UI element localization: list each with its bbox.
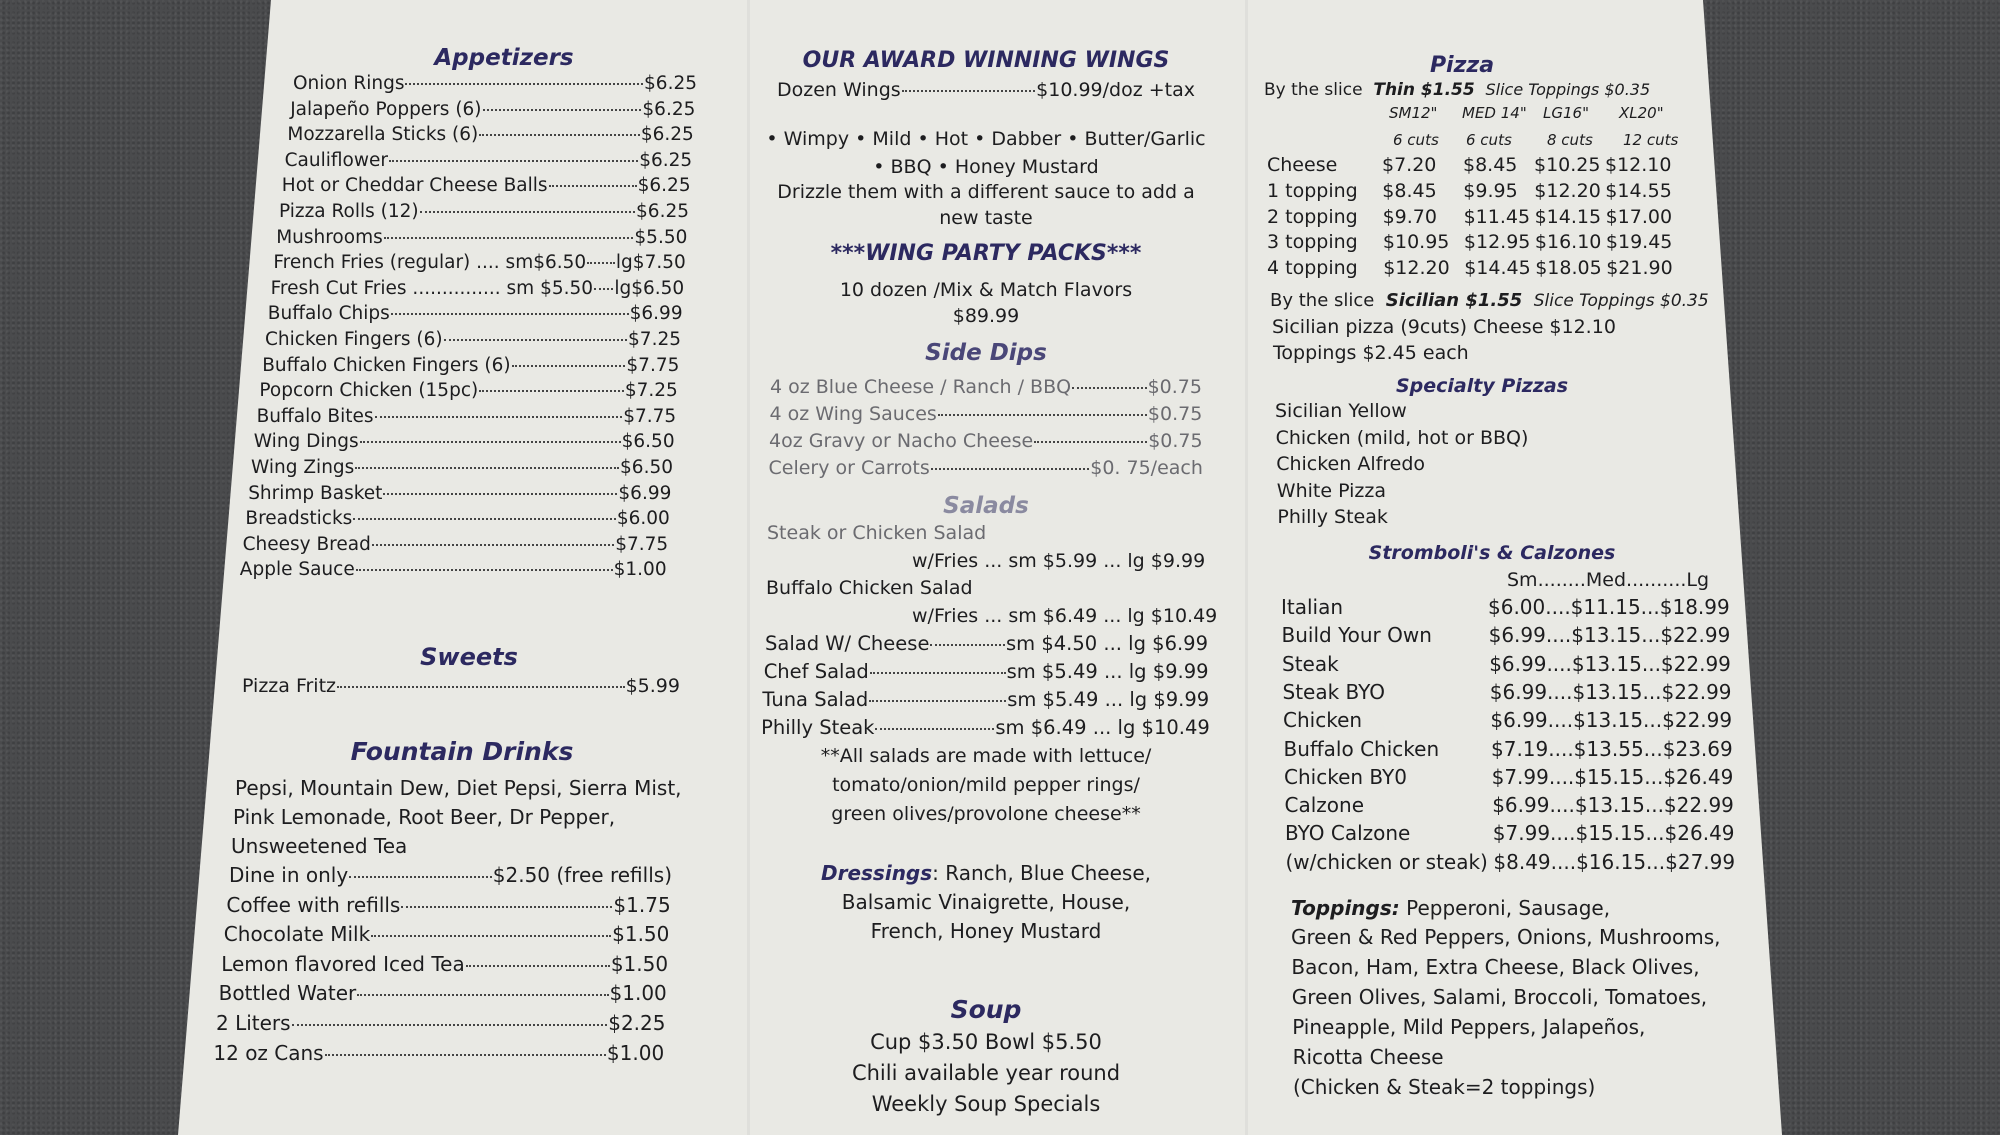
specialty-pizza: Chicken Alfredo [1276,453,1426,476]
item-price: $6.25 [636,201,689,222]
stromboli-name: Steak BYO [1282,679,1386,704]
leader-dots [405,83,643,85]
specialty-title: Specialty Pizzas [1395,375,1569,397]
leader-dots [391,313,629,315]
pizza-cuts-label: 8 cuts [1547,131,1593,149]
menu-item [769,457,1203,479]
toppings-line: Ricotta Cheese [1292,1045,1444,1069]
menu-item [216,1011,666,1035]
stromboli-prices: $6.99....$13.15...$22.99 [1488,623,1731,648]
toppings-line: Bacon, Ham, Extra Cheese, Black Olives, [1291,955,1700,979]
item-name: Popcorn Chicken (15pc) [259,380,479,402]
wings-title: OUR AWARD WINNING WINGS [802,48,1170,73]
wing-flavors: • BBQ • Honey Mustard [873,156,1099,178]
stromboli-prices: $6.99....$13.15...$22.99 [1490,708,1733,733]
leader-dots [292,1024,608,1026]
pizza-price: $14.15 [1534,205,1602,228]
menu-item [287,124,693,145]
salad-name: Steak or Chicken Salad [767,522,987,544]
item-price: lg$7.50 [615,252,686,274]
leader-dots [479,390,624,392]
sicilian-line: Sicilian pizza (9cuts) Cheese $12.10 [1272,316,1616,338]
fountain-text-line: Pepsi, Mountain Dew, Diet Pepsi, Sierra Mist, [235,776,682,800]
stromboli-name: BYO Calzone [1285,821,1411,846]
item-price: $7.25 [628,329,681,350]
dressings-line: Balsamic Vinaigrette, House, [841,890,1131,914]
leader-dots [389,160,638,162]
leader-dots [587,262,615,264]
thin-label: Thin $1.55 [1373,80,1475,100]
item-price: $1.50 [610,951,669,976]
menu-item [268,303,683,324]
item-name: Lemon flavored Iced Tea [221,951,465,976]
item-price: $0.75 [1148,430,1203,452]
pizza-size-label: SM12" [1389,104,1438,122]
fold-line-right [1245,0,1248,1135]
leader-dots [1034,441,1147,443]
stromboli-name: Buffalo Chicken [1283,736,1440,761]
dressings-line [736,861,1236,885]
item-name: 4oz Gravy or Nacho Cheese [769,430,1034,452]
leader-dots [483,109,642,111]
item-price: $10.99/doz +tax [1036,79,1195,101]
item-name: Salad W/ Cheese [765,632,930,655]
leader-dots [356,569,613,571]
toppings-text: Pepperoni, Sausage, [1399,896,1611,920]
stromboli-prices: $7.99....$15.15...$26.49 [1491,764,1734,789]
specialty-pizza: White Pizza [1276,479,1386,502]
menu-item [265,329,681,350]
item-price: $6.99 [629,303,683,325]
menu-item [271,278,685,299]
item-price: $1.00 [613,559,667,581]
item-name: 12 oz Cans [213,1040,324,1065]
leader-dots [325,1054,606,1056]
leader-dots [931,468,1089,470]
leader-dots [444,339,627,341]
salad-name: Buffalo Chicken Salad [766,577,973,599]
leader-dots [549,185,637,187]
item-price: $6.25 [644,73,697,94]
wing-flavors: new taste [939,207,1033,229]
item-name: Fresh Cut Fries ............... sm $5.50 [270,277,594,299]
sicilian-slice-line [1270,290,1709,311]
specialty-pizza: Philly Steak [1277,506,1388,529]
leader-dots [401,906,612,908]
menu-item [221,952,668,976]
wing-flavors: Drizzle them with a different sauce to add a [777,181,1195,203]
sicilian-toppings: Slice Toppings $0.35 [1533,291,1709,311]
item-name: Buffalo Chips [267,303,390,325]
item-price: $2.25 [608,1011,666,1035]
item-price: $7.75 [626,354,680,376]
pizza-size-label: MED 14" [1462,104,1527,122]
menu-item [276,227,687,248]
item-name: 4 oz Wing Sauces [769,403,937,425]
item-price: $6.25 [637,175,691,197]
stromboli-name: Calzone [1284,793,1364,818]
leader-dots [353,518,616,520]
leader-dots [1072,387,1147,389]
item-name: 2 Liters [216,1011,291,1035]
item-name: Cheesy Bread [242,533,371,555]
fountain-title: Fountain Drinks [350,737,574,766]
leader-dots [360,441,621,443]
pizza-cuts-label: 6 cuts [1466,131,1512,149]
toppings-line: Pineapple, Mild Peppers, Jalapeños, [1292,1015,1646,1039]
leader-dots [372,544,614,546]
dressings-label: Dressings [821,861,933,885]
pizza-row-name: Cheese [1267,154,1338,176]
item-name: Buffalo Bites [256,405,374,427]
item-name: Coffee with refills [226,892,401,917]
item-price: $6.25 [639,149,693,171]
leader-dots [930,644,1005,646]
soup-title: Soup [950,995,1022,1024]
item-name: Pizza Rolls (12) [279,201,419,222]
pizza-cuts-label: 6 cuts [1393,131,1439,149]
menu-item [777,79,1195,101]
leader-dots [349,876,492,878]
item-name: Chocolate Milk [223,922,371,947]
item-price: sm $6.49 ... lg $10.49 [995,716,1210,739]
pizza-row-name: 4 topping [1267,257,1358,280]
item-name: Hot or Cheddar Cheese Balls [281,175,548,197]
sweets-title: Sweets [420,643,518,671]
item-price: $1.50 [612,922,670,947]
menu-item [229,863,672,887]
item-name: Chicken Fingers (6) [265,329,443,350]
menu-item [257,406,677,427]
pizza-price: $12.10 [1605,154,1672,176]
slice-toppings: Slice Toppings $0.35 [1485,80,1651,99]
pizza-price: $12.20 [1383,257,1450,280]
stromboli-prices: $8.49....$16.15...$27.99 [1493,849,1736,874]
leader-dots [902,90,1036,92]
menu-item [213,1041,664,1065]
item-name: Chef Salad [763,660,869,683]
menu-item [242,675,680,697]
leader-dots [869,700,1006,702]
soup-line: Chili available year round [851,1061,1121,1085]
item-price: $0. 75/each [1090,457,1203,479]
leader-dots [466,965,610,967]
item-name: Tuna Salad [762,688,869,711]
item-price: $1.00 [606,1040,665,1065]
pizza-price: $7.20 [1382,154,1437,176]
menu-item [248,483,671,504]
menu-item [219,981,667,1005]
item-name: Cauliflower [284,149,388,171]
item-name: Shrimp Basket [248,482,383,504]
toppings-label: Toppings: [1291,896,1400,920]
menu-item [224,922,670,946]
leader-dots [420,211,635,213]
pizza-price: $14.45 [1464,257,1531,280]
stromboli-name: (w/chicken or steak) [1285,849,1488,874]
item-price: $7.75 [615,533,669,555]
dressings-line: French, Honey Mustard [870,919,1102,943]
leader-dots [375,416,623,418]
sicilian-label: Sicilian $1.55 [1385,290,1523,311]
item-name: Celery or Carrots [768,457,930,479]
pizza-price: $14.55 [1605,179,1672,202]
item-price: $5.99 [625,675,680,697]
item-price: $1.00 [609,981,667,1006]
pizza-price: $18.05 [1535,257,1602,280]
pizza-row-name: 3 topping [1267,231,1358,254]
item-price: $6.99 [618,482,672,504]
soup-line: Weekly Soup Specials [871,1092,1101,1116]
menu-item [769,430,1203,452]
item-name: Bottled Water [218,981,357,1006]
stromboli-prices: $7.99....$15.15...$26.49 [1492,821,1735,846]
menu-item [770,376,1202,398]
menu-item [243,534,669,555]
menu-item [240,559,667,580]
menu-item [254,431,675,452]
slice-line [1264,80,1650,100]
fountain-text-line: Pink Lemonade, Root Beer, Dr Pepper, [233,805,616,829]
pizza-cuts-label: 12 cuts [1623,131,1679,149]
stromboli-name: Chicken BY0 [1284,764,1407,789]
pizza-price: $16.10 [1534,231,1602,254]
party-pack-line: 10 dozen /Mix & Match Flavors [839,279,1133,301]
item-name: Mozzarella Sticks (6) [287,124,479,146]
appetizers-title: Appetizers [434,45,574,71]
salad-note: tomato/onion/mild pepper rings/ [832,774,1140,796]
pizza-price: $9.95 [1463,179,1518,202]
stromboli-name: Chicken [1283,708,1363,733]
menu-item [262,355,679,376]
item-price: lg$6.50 [614,277,685,299]
leader-dots [875,728,994,730]
pizza-row-name: 2 topping [1267,205,1358,228]
item-price: $6.50 [621,431,675,453]
menu-item [251,457,673,478]
item-name: 4 oz Blue Cheese / Ranch / BBQ [770,376,1072,398]
party-pack-title: ***WING PARTY PACKS*** [830,241,1142,266]
item-price: $6.00 [616,508,670,530]
stromboli-prices: $6.99....$13.15...$22.99 [1492,793,1734,818]
item-name: Dozen Wings [777,79,901,101]
menu-item [245,508,669,529]
leader-dots [938,414,1147,416]
item-price: $1.75 [613,892,671,917]
menu-item [279,201,689,222]
item-name: Apple Sauce [239,559,355,581]
pizza-price: $21.90 [1606,257,1673,280]
menu-item [259,380,677,401]
stromboli-name: Italian [1281,595,1344,619]
item-price: $6.25 [640,124,694,146]
pizza-price: $9.70 [1382,205,1437,228]
salad-note: green olives/provolone cheese** [831,803,1141,825]
item-name: French Fries (regular) .... sm$6.50 [273,252,587,274]
stromboli-name: Build Your Own [1281,623,1432,648]
menu-item [765,632,1208,655]
item-price: sm $5.49 ... lg $9.99 [1006,660,1209,683]
item-name: Jalapeño Poppers (6) [290,98,482,120]
pizza-price: $12.95 [1463,231,1531,254]
pizza-size-label: XL20" [1619,104,1664,122]
menu-item [762,688,1209,711]
item-price: $2.50 (free refills) [492,863,672,887]
stromboli-prices: $6.99....$13.15...$22.99 [1489,651,1731,676]
item-price: $7.25 [624,380,678,402]
item-name: Mushrooms [276,226,383,248]
pizza-price: $8.45 [1382,179,1437,202]
menu-item [282,175,691,196]
salad-note: **All salads are made with lettuce/ [820,745,1152,767]
soup-line: Cup $3.50 Bowl $5.50 [870,1030,1102,1054]
item-price: $5.50 [634,226,688,248]
item-price: $6.25 [642,98,696,120]
item-price: sm $4.50 ... lg $6.99 [1006,632,1208,655]
item-name: Pizza Fritz [242,675,337,697]
pizza-price: $10.95 [1382,231,1450,254]
salad-price-line: w/Fries ... sm $5.99 ... lg $9.99 [912,550,1206,572]
item-price: sm $5.49 ... lg $9.99 [1007,688,1210,711]
item-name: Onion Rings [293,73,405,94]
leader-dots [870,672,1006,674]
toppings-line: Green & Red Peppers, Onions, Mushrooms, [1291,925,1721,949]
leader-dots [594,288,613,290]
leader-dots [383,493,617,495]
side-dips-title: Side Dips [925,340,1047,366]
slice-label: By the slice [1270,290,1375,311]
pizza-price: $12.20 [1534,179,1601,202]
item-price: $0.75 [1147,403,1203,425]
leader-dots [355,467,619,469]
stromboli-title: Stromboli's & Calzones [1368,542,1616,564]
pizza-price: $8.45 [1463,154,1518,176]
item-price: $0.75 [1147,376,1202,398]
wing-flavors: • Wimpy • Mild • Hot • Dabber • Butter/Garlic [766,128,1206,150]
stromboli-size-header: Sm........Med..........Lg [1507,569,1710,591]
toppings-price-line: Toppings $2.45 each [1273,342,1469,364]
item-name: Dine in only [229,863,349,887]
toppings-line [1291,896,1610,920]
stromboli-name: Steak [1282,651,1339,676]
dressings-text: : Ranch, Blue Cheese, [932,861,1151,885]
menu-item [761,716,1210,739]
toppings-line: (Chicken & Steak=2 toppings) [1293,1075,1596,1099]
item-name: Wing Zings [251,457,355,478]
leader-dots [384,237,634,239]
specialty-pizza: Sicilian Yellow [1275,400,1407,422]
toppings-line: Green Olives, Salami, Broccoli, Tomatoes, [1291,985,1708,1009]
menu-item [285,150,693,171]
stromboli-prices: $7.19....$13.55...$23.69 [1491,736,1733,761]
leader-dots [512,365,626,367]
item-name: Buffalo Chicken Fingers (6) [262,354,511,376]
item-name: Breadsticks [245,508,353,530]
item-name: Wing Dings [253,431,359,453]
fountain-text-line: Unsweetened Tea [231,834,408,858]
salads-title: Salads [943,493,1029,519]
stromboli-prices: $6.99....$13.15...$22.99 [1489,679,1732,704]
item-price: $6.50 [620,457,673,478]
party-pack-line: $89.99 [952,305,1020,327]
menu-item [273,252,685,273]
leader-dots [479,134,640,136]
menu-item [764,660,1209,683]
item-name: Philly Steak [761,716,875,739]
pizza-row-name: 1 topping [1267,179,1358,202]
pizza-size-label: LG16" [1543,104,1589,122]
menu-item [290,99,695,120]
pizza-price: $10.25 [1534,154,1601,176]
pizza-price: $17.00 [1605,205,1673,228]
item-price: $7.75 [623,405,677,427]
slice-label: By the slice [1264,80,1363,100]
stromboli-prices: $6.00....$11.15...$18.99 [1488,595,1730,619]
pizza-price: $11.45 [1463,205,1531,228]
menu-item [770,403,1203,425]
pizza-title: Pizza [1429,53,1495,78]
leader-dots [357,994,608,996]
pizza-price: $19.45 [1605,231,1673,254]
leader-dots [371,935,611,937]
specialty-pizza: Chicken (mild, hot or BBQ) [1275,426,1529,449]
salad-price-line: w/Fries ... sm $6.49 ... lg $10.49 [912,605,1218,627]
menu-item [226,893,670,917]
leader-dots [337,686,625,688]
menu-item [293,73,697,94]
